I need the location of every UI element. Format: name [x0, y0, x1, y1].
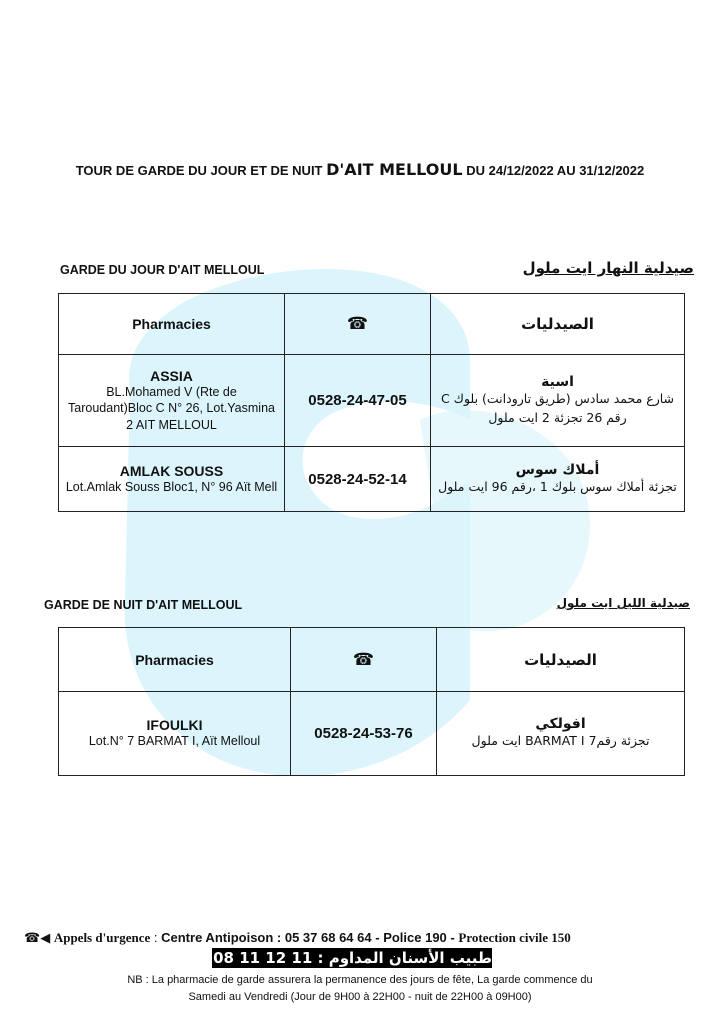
phone-icon: ☎: [352, 649, 375, 669]
pharmacy-phone: 0528-24-52-14: [285, 447, 431, 512]
pharmacy-address: Lot.N° 7 BARMAT I, Aït Melloul: [88, 734, 261, 749]
pharmacy-cell: [59, 355, 285, 447]
pharmacy-address: Lot.Amlak Souss Bloc1, N° 96 Aït Mell: [65, 479, 278, 494]
police-number: Police 190: [383, 930, 447, 945]
col-pharmacies-ar: الصيدليات: [431, 294, 685, 355]
note-line-1: NB : La pharmacie de garde assurera la permanence des jours de fête, La garde commence du: [127, 974, 593, 986]
night-table: [58, 627, 685, 776]
pharmacy-cell-ar: [437, 692, 685, 776]
pharmacy-name: AMLAK SOUSS: [119, 462, 224, 479]
pharmacy-cell: [59, 692, 291, 776]
emergency-colon: :: [153, 930, 158, 945]
phone-urgent-icon: ☎◀︎: [24, 930, 51, 945]
col-pharmacies-ar: الصيدليات: [437, 628, 685, 692]
table-header-row: [59, 294, 685, 355]
note-line-2: Samedi au Vendredi (Jour de 9H00 à 22H00 - nuit de 22H00 à 09H00): [188, 990, 532, 1003]
pharmacy-name: IFOULKI: [146, 717, 203, 734]
day-table: [58, 293, 685, 512]
emergency-label: Appels d'urgence: [53, 930, 151, 945]
pharmacy-name-ar: أملاك سوس: [515, 461, 600, 478]
separator-dash: -: [450, 930, 455, 945]
pharmacy-cell-ar: [431, 447, 685, 512]
note: [0, 972, 720, 1005]
title-prefix: TOUR DE GARDE DU JOUR ET DE NUIT: [75, 163, 323, 178]
title-dates: DU 24/12/2022 AU 31/12/2022: [466, 163, 645, 178]
title-city: D'AIT MELLOUL: [326, 160, 463, 179]
pharmacy-cell-ar: [431, 355, 685, 447]
day-heading-fr: GARDE DU JOUR D'AIT MELLOUL: [60, 263, 265, 277]
pharmacy-phone: 0528-24-47-05: [285, 355, 431, 447]
col-pharmacies: Pharmacies: [59, 294, 285, 355]
pharmacy-address-ar: شارع محمد سادس (طريق تارودانت) بلوك C رقم 26 تجزئة 2 ايت ملول: [440, 391, 675, 425]
pharmacy-name-ar: اسية: [541, 374, 574, 391]
pharmacy-address-ar: تجزئة أملاك سوس بلوك 1 ،رقم 96 ايت ملول: [438, 478, 677, 494]
pharmacy-name-ar: افولكي: [535, 716, 586, 733]
pharmacy-name: ASSIA: [150, 368, 193, 385]
dentist-banner: طبيب الأسنان المداوم : 11 12 11 08 06: [186, 949, 492, 967]
table-header-row: [59, 628, 685, 692]
page-title: [0, 160, 720, 179]
day-heading-ar: صيدلية النهار ايت ملول: [522, 259, 694, 277]
table-row: [59, 692, 685, 776]
col-phone: [291, 628, 437, 692]
antipoison-number: Centre Antipoison : 05 37 68 64 64 -: [161, 930, 380, 945]
col-phone: [285, 294, 431, 355]
night-heading-fr: GARDE DE NUIT D'AIT MELLOUL: [44, 598, 243, 612]
pharmacy-address-ar: تجزئة رقم7 BARMAT I ايت ملول: [471, 733, 650, 749]
pharmacy-cell: [59, 447, 285, 512]
pharmacy-address: BL.Mohamed V (Rte de Taroudant)Bloc C N° 26, Lot.Yasmina 2 AIT MELLOUL: [68, 385, 275, 432]
civil-protection-number: Protection civile 150: [458, 930, 571, 945]
phone-icon: ☎: [346, 314, 369, 333]
col-pharmacies: Pharmacies: [59, 628, 291, 692]
table-row: [59, 355, 685, 447]
night-heading-ar: صيدلية الليل ايت ملول: [556, 596, 690, 610]
emergency-calls: [24, 930, 704, 946]
pharmacy-phone: 0528-24-53-76: [291, 692, 437, 776]
table-row: [59, 447, 685, 512]
